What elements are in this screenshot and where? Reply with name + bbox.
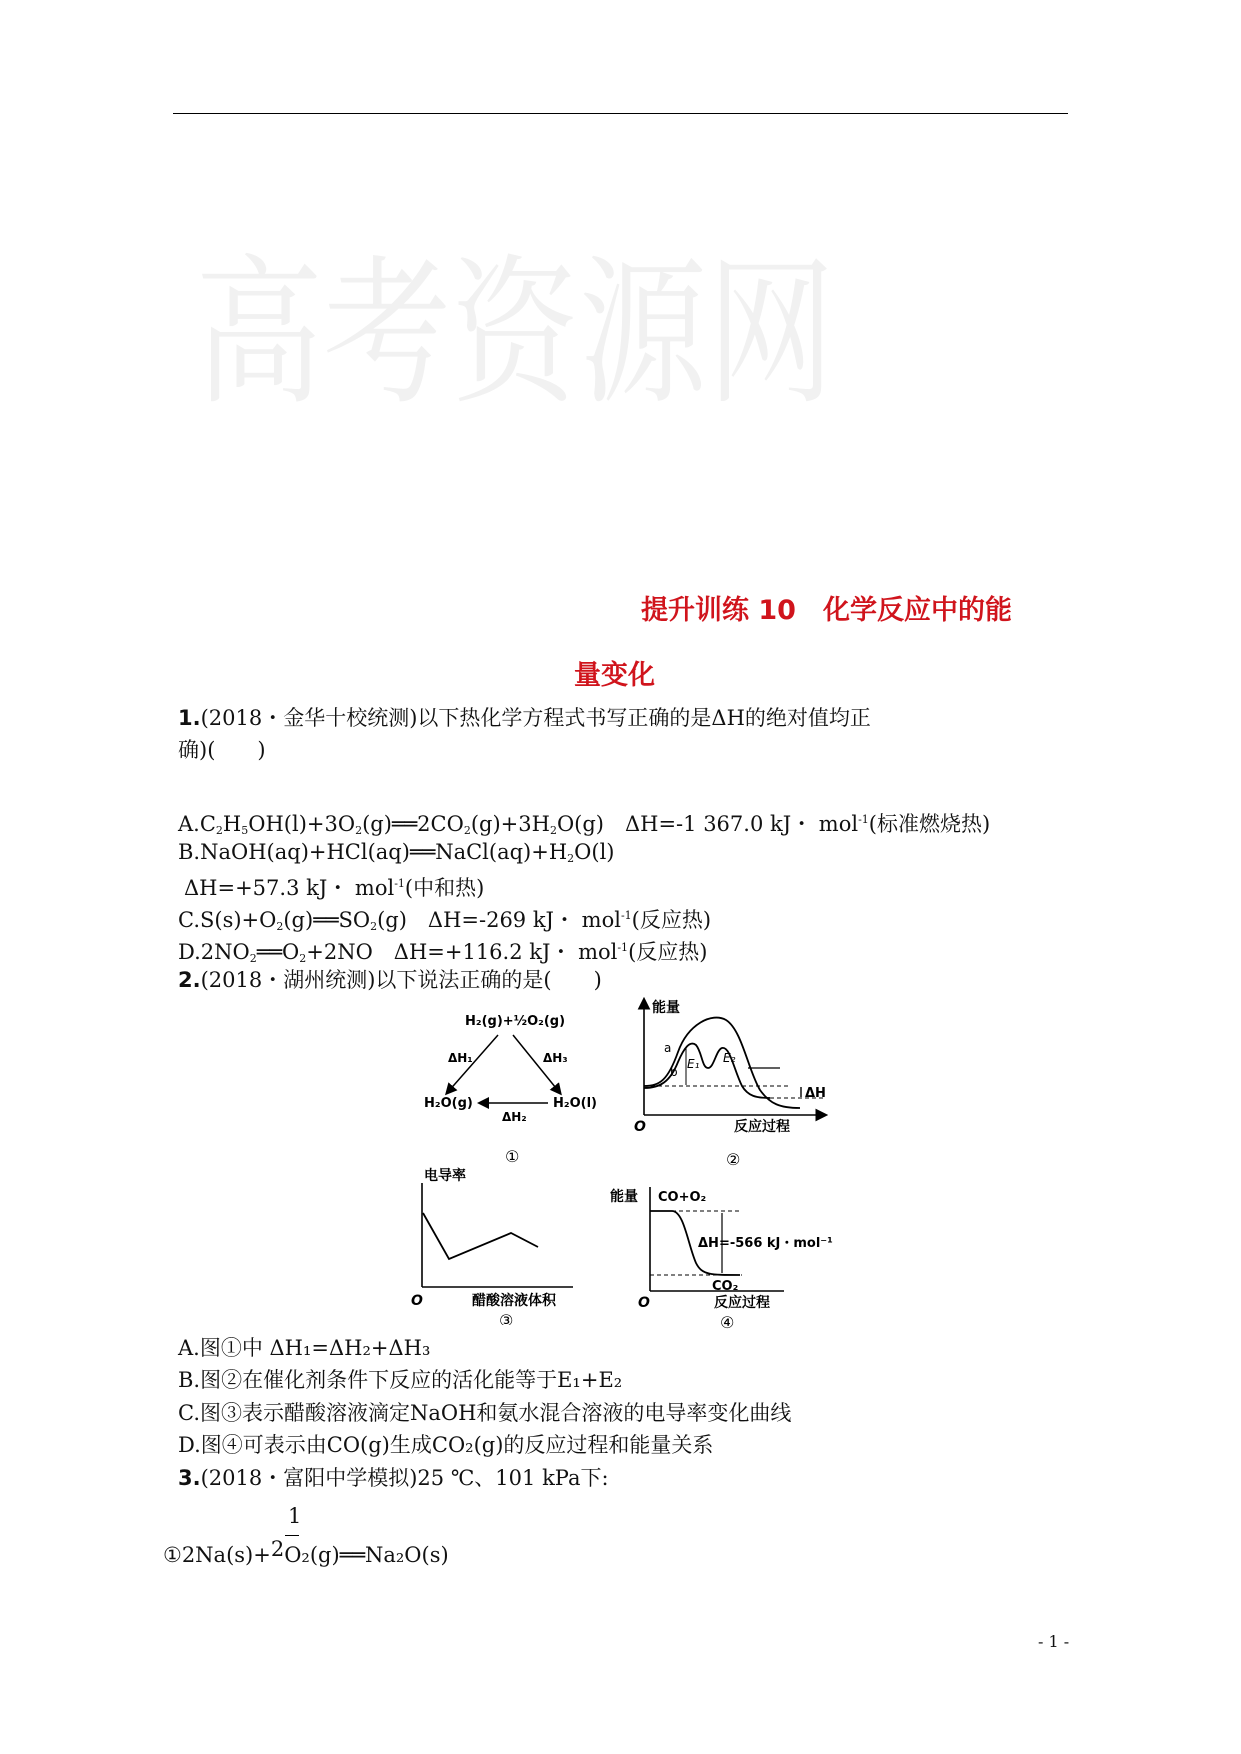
q2-option-b: B.图②在催化剂条件下反应的活化能等于E₁+E₂ <box>178 1368 623 1392</box>
page-number: - 1 - <box>1038 1632 1070 1651</box>
fig1-dh1: ΔH₁ <box>448 1051 473 1065</box>
q1-stem-line1: 1.(2018・金华十校统测)以下热化学方程式书写正确的是ΔH的绝对值均正 <box>178 706 871 730</box>
q3-equation: ①2Na(s)+2O₂(g)══Na₂O(s) <box>163 1537 449 1567</box>
fig4-bottom-species: CO₂ <box>712 1279 739 1294</box>
fig2-dh: ΔH <box>805 1086 826 1101</box>
q1-option-d: $D.2NO_2══O_2+2NO$ ΔH=+116.2 kJ・ mol$^{-1}$(反应热) <box>178 940 708 965</box>
q3-stem: 3.(2018・富阳中学模拟)25 ℃、101 kPa下: <box>178 1466 609 1490</box>
fig4-label: ④ <box>720 1313 735 1330</box>
q2-option-a: A.图①中 ΔH₁=ΔH₂+ΔH₃ <box>178 1336 431 1360</box>
header-rule <box>173 113 1068 114</box>
fig2-label: ② <box>726 1150 741 1169</box>
fig2-e2: E₂ <box>723 1051 736 1065</box>
figure-4 <box>600 1175 835 1330</box>
watermark: 高考资源网 <box>195 241 836 428</box>
q1-stem-line2: 确)( ) <box>178 738 266 762</box>
q1-option-c: $C.S(s)+O_2(g)══SO_2(g)$ ΔH=-269 kJ・ mol$^{-1}$(反应热) <box>178 908 712 933</box>
fig4-origin: O <box>638 1295 650 1311</box>
fig2-x-label: 反应过程 <box>734 1119 790 1135</box>
fig2-label-a: a <box>664 1041 672 1055</box>
fig2-origin: O <box>634 1119 646 1135</box>
fig1-right-species: H₂O(l) <box>553 1096 597 1111</box>
fig3-origin: O <box>411 1293 423 1309</box>
q3-fraction-bar <box>285 1535 299 1536</box>
figure-2 <box>630 990 835 1175</box>
figure-1 <box>410 995 610 1175</box>
fig4-x-label: 反应过程 <box>714 1295 770 1311</box>
fig2-y-label: 能量 <box>652 1000 680 1016</box>
q1-option-a: $A.C_2H_5OH(l)+3O_2(g)══2CO_2(g)+3H_2O(g)$ ΔH=-1 367.0 kJ・ mol$^{-1}$(标准燃烧热) <box>178 812 991 837</box>
fig4-top-species: CO+O₂ <box>658 1190 707 1205</box>
q2-stem: 2.(2018・湖州统测)以下说法正确的是( ) <box>178 968 602 992</box>
q2-option-c: C.图③表示醋酸溶液滴定NaOH和氨水混合溶液的电导率变化曲线 <box>178 1401 792 1425</box>
figure-3 <box>408 1165 583 1325</box>
fig1-dh3: ΔH₃ <box>543 1051 568 1065</box>
fig1-left-species: H₂O(g) <box>424 1096 473 1111</box>
q3-fraction-numerator: 1 <box>288 1504 302 1528</box>
fig2-e1: E₁ <box>687 1057 700 1071</box>
q1-option-b-line2: ΔH=+57.3 kJ・ mol$^{-1}$(中和热) <box>184 876 485 900</box>
fig4-y-label: 能量 <box>610 1189 638 1205</box>
q3-fraction-denominator: 2 <box>270 1537 285 1561</box>
fig2-curve-a <box>644 1018 800 1108</box>
q2-option-d: D.图④可表示由CO(g)生成CO₂(g)的反应过程和能量关系 <box>178 1433 714 1457</box>
title-line-2: 量变化 <box>574 660 655 691</box>
fig3-conductivity-curve <box>423 1213 538 1259</box>
fig3-x-label: 醋酸溶液体积 <box>472 1293 556 1309</box>
fig3-label: ③ <box>499 1311 514 1325</box>
fig1-dh2: ΔH₂ <box>502 1110 527 1124</box>
fig4-dh: ΔH=-566 kJ・mol⁻¹ <box>698 1236 833 1251</box>
fig1-top-species: H₂(g)+½O₂(g) <box>465 1014 566 1029</box>
title-line-1: 提升训练 10 化学反应中的能 <box>641 595 1012 626</box>
fig3-y-label: 电导率 <box>424 1168 466 1184</box>
fig2-label-b: b <box>670 1065 678 1079</box>
fig1-label: ① <box>505 1147 520 1166</box>
q1-option-b-line1: $B.NaOH(aq)+HCl(aq)══NaCl(aq)+H_2O(l)$ <box>178 840 615 865</box>
